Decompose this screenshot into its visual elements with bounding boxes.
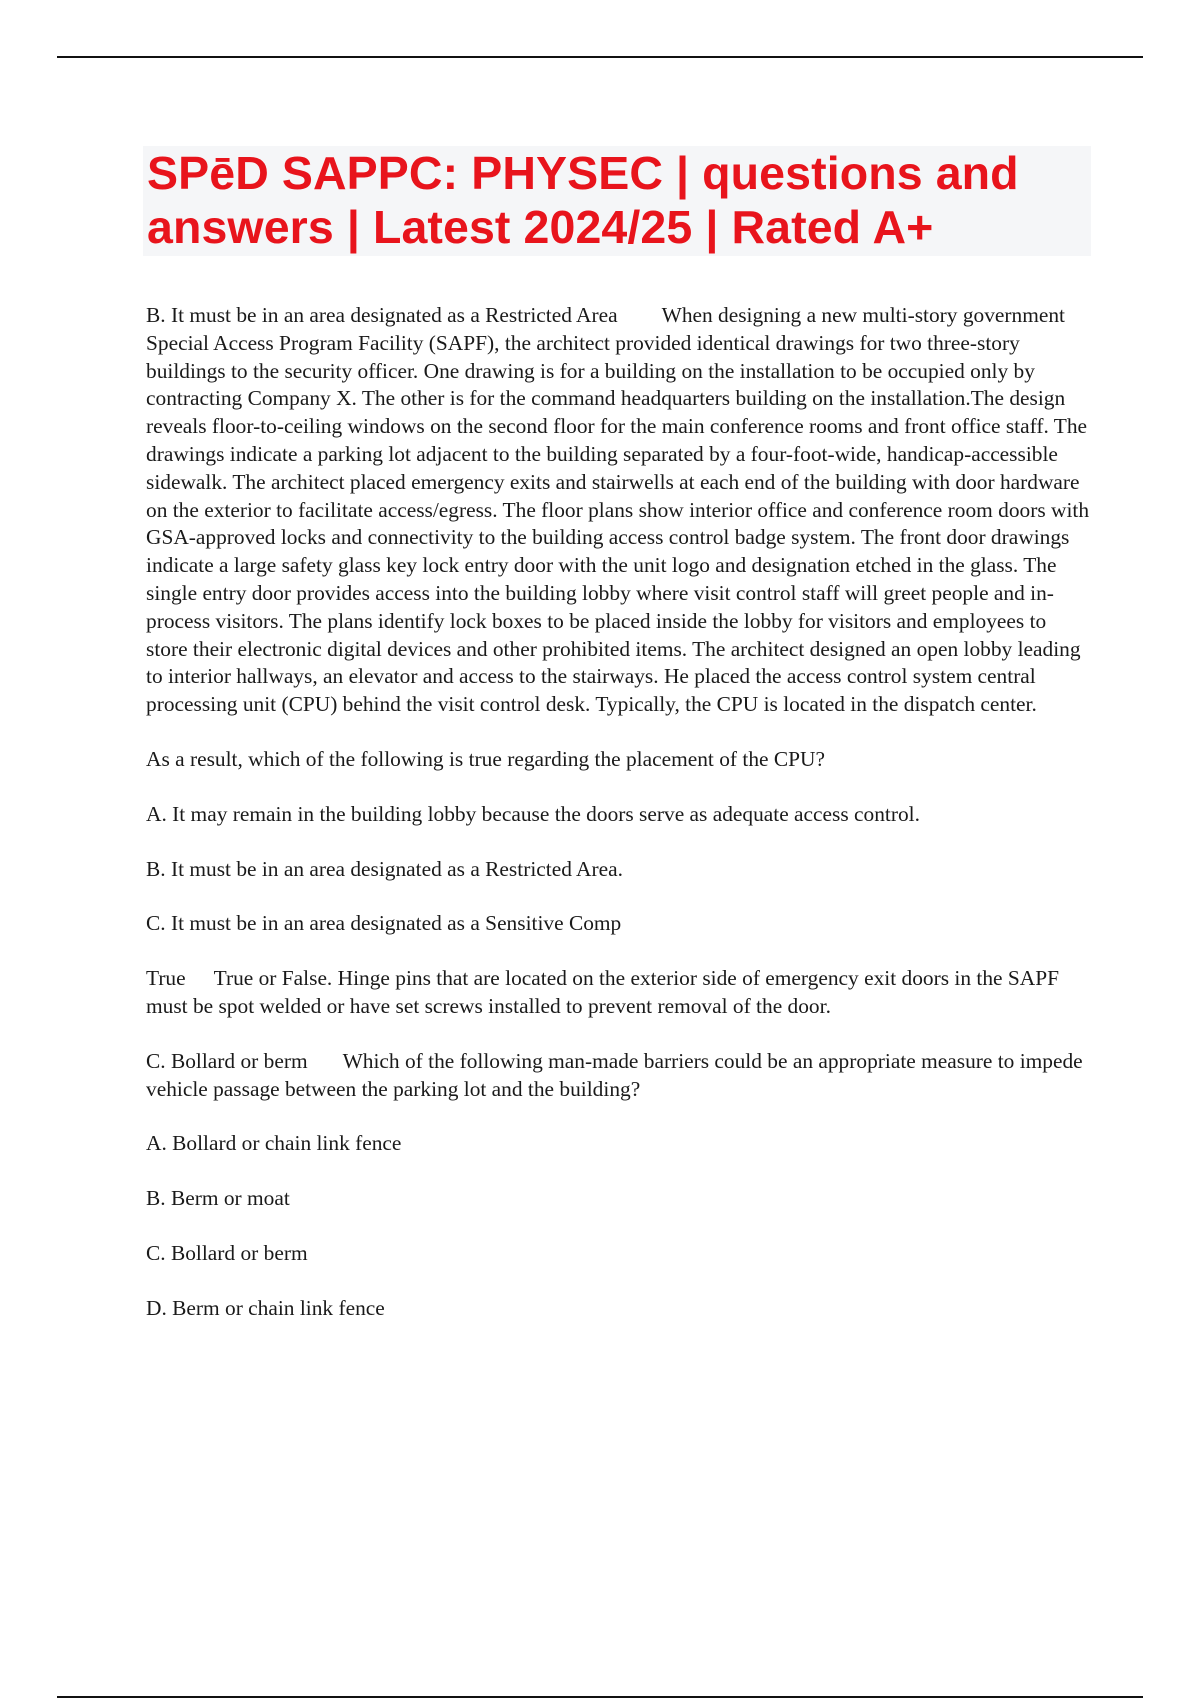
qa-2-question: True or False. Hinge pins that are located on the exterior side of emergency exit doors in the SAPF must be spot welded or have set screws installed to prevent removal of the door. [146,966,1059,1018]
qa-3-answer: C. Bollard or berm [146,1048,308,1073]
qa-3-question: Which of the following man-made barriers could be an appropriate measure to impede vehicle passage between the parking lot and the building? [146,1048,1083,1101]
title-banner [143,146,1091,256]
qa-1-question: When designing a new multi-story government Special Access Program Facility (SAPF), the architect provided identical drawings for two three-story buildings to the security officer. One drawing is for a building on the installation to be occupied only by contracting Company X. The other is for the command headquarters building on the installation.The design reveals floor-to-ceiling windows on the second floor for the main conference rooms and front office staff. The drawings indicate a parking lot adjacent to the building separated by a four-foot-wide, handicap-accessible sidewalk. The architect placed emergency exits and stairwells at each end of the building with door hardware on the exterior to facilitate access/egress. The floor plans show interior office and conference room doors with GSA-approved locks and connectivity to the building access control badge system. The front door drawings indicate a large safety glass key lock entry door with the unit logo and designation etched in the glass. The single entry door provides access into the building lobby where visit control staff will greet people and in-process visitors. The plans identify lock boxes to be placed inside the lobby for visitors and employees to store their electronic digital devices and other prohibited items. The architect designed an open lobby leading to interior hallways, an elevator and access to the stairways. He placed the access control system central processing unit (CPU) behind the visit control desk. Typically, the CPU is located in the dispatch center. [146,303,1090,717]
qa-1-option-a: A. It may remain in the building lobby because the doors serve as adequate access control. [146,801,920,826]
qa-1-answer: B. It must be in an area designated as a Restricted Area [146,303,618,327]
qa-3-option-c: C. Bollard or berm [146,1240,308,1265]
qa-3-option-a: A. Bollard or chain link fence [146,1131,402,1156]
qa-1-option-b: B. It must be in an area designated as a Restricted Area. [146,856,623,881]
qa-3-option-b: B. Berm or moat [146,1186,290,1211]
bottom-rule [57,1696,1143,1698]
top-rule [57,56,1143,58]
qa-3-option-d: D. Berm or chain link fence [146,1295,385,1320]
document-title: SPēD SAPPC: PHYSEC | questions and answers | Latest 2024/25 | Rated A+ [147,147,1019,253]
qa-1-option-c: C. It must be in an area designated as a Sensitive Comp [146,911,622,936]
qa-1-prompt: As a result, which of the following is true regarding the placement of the CPU? [146,746,825,771]
qa-3-block [146,1048,1091,1104]
document-body [146,302,1091,1323]
qa-1-block [146,302,1091,719]
qa-2-answer: True [146,966,186,991]
qa-2-block [146,965,1091,1021]
